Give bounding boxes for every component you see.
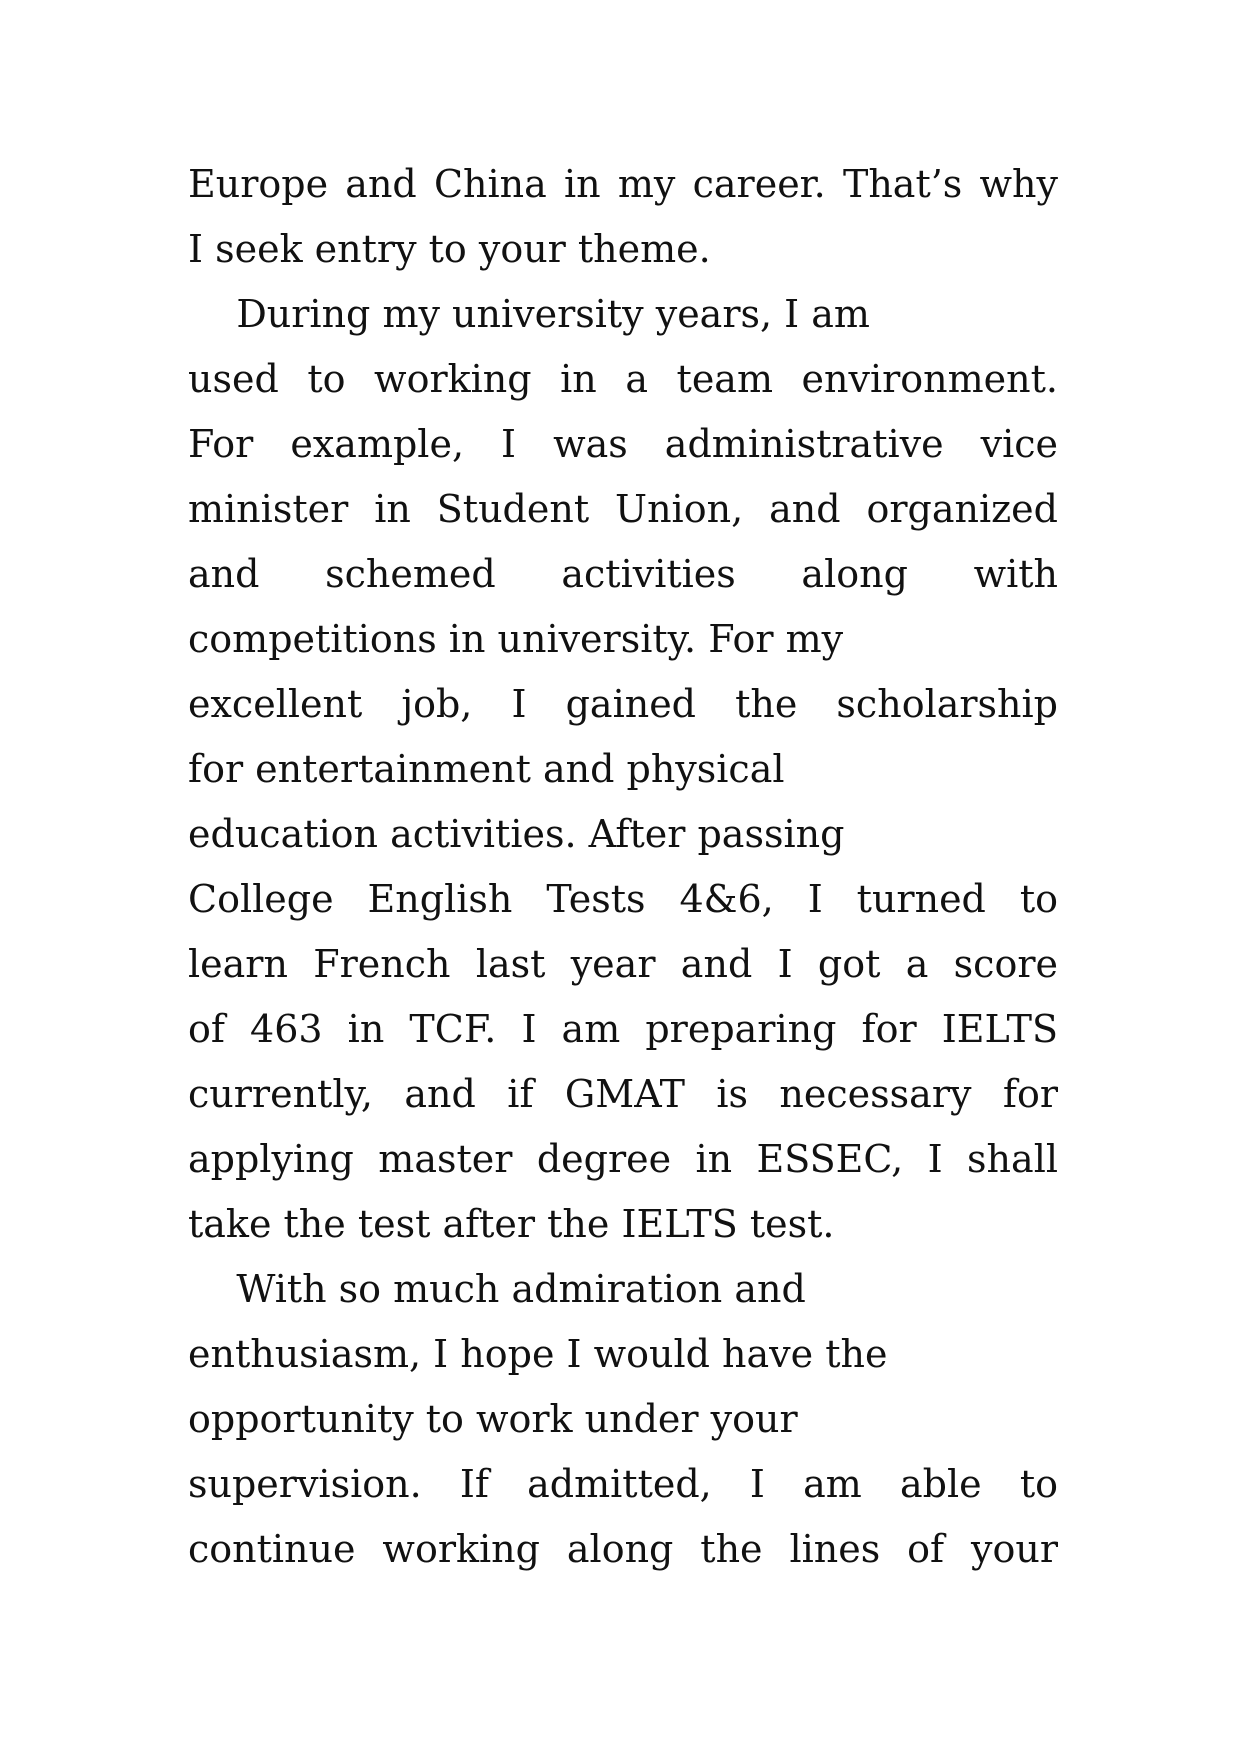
text-line: enthusiasm, I hope I would have the — [188, 1332, 888, 1376]
text-line: opportunity to work under your — [188, 1397, 798, 1441]
text-line: competitions in university. For my — [188, 617, 844, 661]
text-line: College English Tests 4&6, I turned to — [188, 877, 1058, 921]
text-line: used to working in a team environment. — [188, 357, 1058, 401]
text-line: of 463 in TCF. I am preparing for IELTS — [188, 1007, 1058, 1051]
text-line: supervision. If admitted, I am able to — [188, 1462, 1058, 1506]
text-line: Europe and China in my career. That’s why — [188, 162, 1058, 206]
text-line: continue working along the lines of your — [188, 1527, 1058, 1571]
text-line: During my university years, I am — [188, 292, 870, 336]
text-line: education activities. After passing — [188, 812, 845, 856]
text-line: excellent job, I gained the scholarship — [188, 682, 1058, 726]
body-text — [188, 152, 1058, 1582]
text-line: minister in Student Union, and organized — [188, 487, 1058, 531]
text-line: take the test after the IELTS test. — [188, 1202, 835, 1246]
text-line: learn French last year and I got a score — [188, 942, 1058, 986]
text-line: for entertainment and physical — [188, 747, 785, 791]
text-line: and schemed activities along with — [188, 552, 1058, 596]
text-line: applying master degree in ESSEC, I shall — [188, 1137, 1058, 1181]
text-line: I seek entry to your theme. — [188, 227, 711, 271]
text-line: With so much admiration and — [188, 1267, 806, 1311]
text-line: For example, I was administrative vice — [188, 422, 1058, 466]
text-line: currently, and if GMAT is necessary for — [188, 1072, 1058, 1116]
